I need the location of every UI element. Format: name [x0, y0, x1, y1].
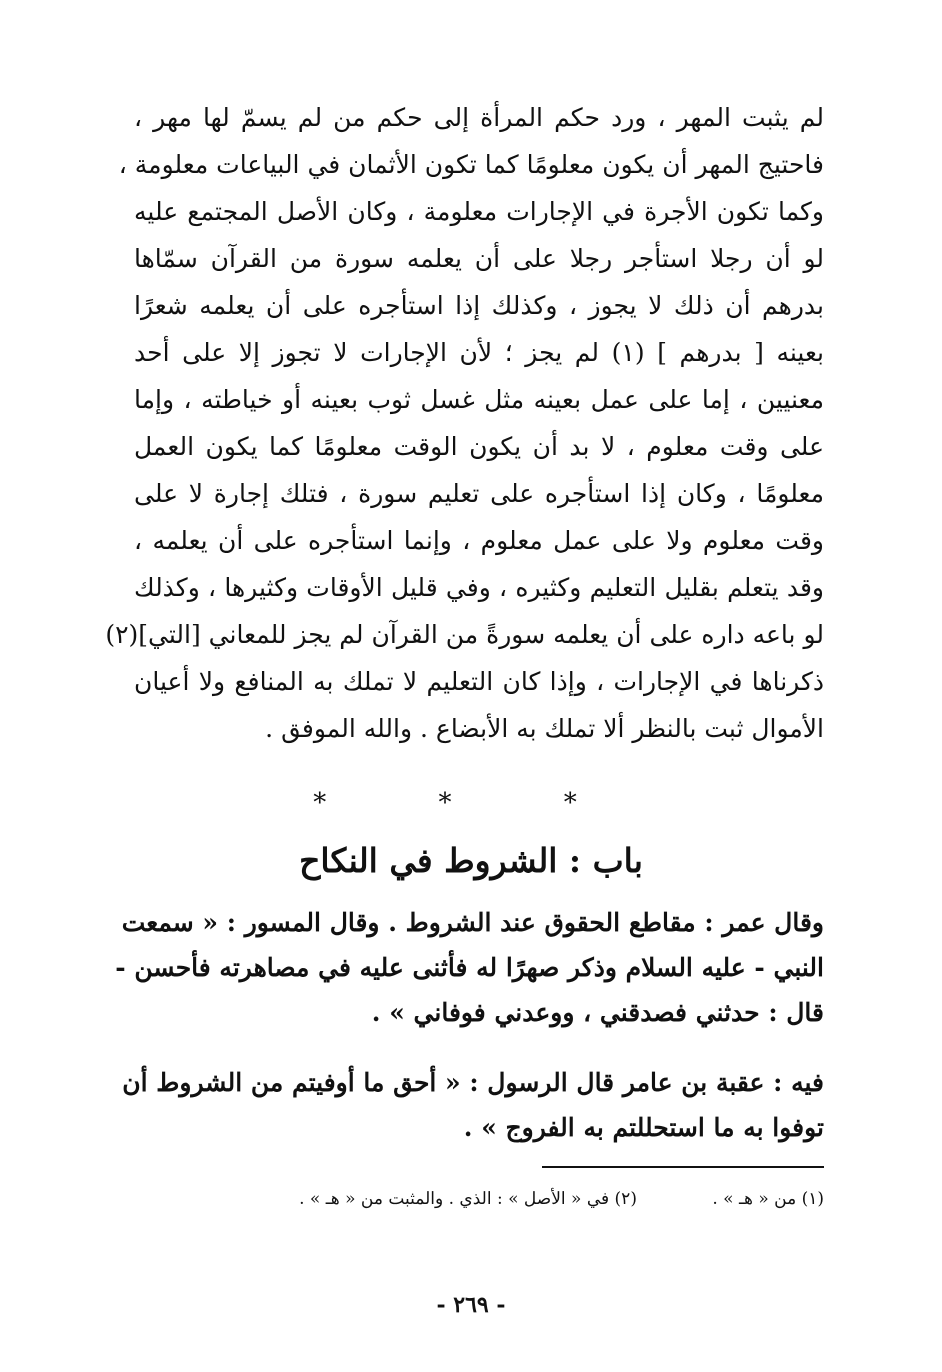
body-line: معنيين ، إما على عمل بعينه مثل غسل ثوب بعينه أو خياطته ، وإما — [134, 385, 824, 414]
body-line: الأموال ثبت بالنظر ألا تملك به الأبضاع . والله الموفق . — [265, 714, 824, 743]
section-separator: * * * — [313, 788, 629, 818]
body-line: بعينه [ بدرهم ] (١) لم يجز ؛ لأن الإجارات لا تجوز إلا على أحد — [134, 338, 824, 367]
page-number: - ٢٦٩ - — [436, 1292, 506, 1318]
body-line: على وقت معلوم ، لا بد أن يكون الوقت معلومًا كما يكون العمل — [134, 432, 824, 461]
body-line: لم يثبت المهر ، ورد حكم المرأة إلى حكم من لم يسمّ لها مهر ، — [134, 103, 824, 132]
footnote-divider — [542, 1166, 824, 1168]
body-line: لو باعه داره على أن يعلمه سورةً من القرآن لم يجز للمعاني [التي](٢) — [105, 620, 824, 649]
hadith-line: وقال عمر : مقاطع الحقوق عند الشروط . وقال المسور : « سمعت — [121, 908, 824, 937]
body-line: لو أن رجلا استأجر رجلا على أن يعلمه سورة من القرآن سمّاها — [134, 244, 824, 273]
footnote-1: (١) من « هـ » . — [712, 1189, 824, 1209]
body-line: معلومًا ، وكان إذا استأجره على تعليم سورة ، فتلك إجارة لا على — [134, 479, 824, 508]
body-line: وقد يتعلم بقليل التعليم وكثيره ، وفي قليل الأوقات وكثيرها ، وكذلك — [134, 573, 824, 602]
body-line: ذكرناها في الإجارات ، وإذا كان التعليم لا تملك به المنافع ولا أعيان — [134, 667, 824, 696]
footnotes — [134, 1186, 824, 1212]
hadith-block — [122, 1060, 824, 1150]
hadith-line: توفوا به ما استحللتم به الفروج » . — [463, 1113, 824, 1142]
hadith-block — [115, 900, 824, 1035]
hadith-line: النبي - عليه السلام وذكر صهرًا له فأثنى عليه في مصاهرته فأحسن - — [115, 953, 824, 982]
body-text — [105, 94, 824, 752]
footnote-2: (٢) في « الأصل » : الذي . والمثبت من « هـ » . — [299, 1189, 637, 1209]
body-line: وكما تكون الأجرة في الإجارات معلومة ، وكان الأصل المجتمع عليه — [134, 197, 824, 226]
chapter-title: باب : الشروط في النكاح — [299, 841, 643, 880]
hadith-line: قال : حدثني فصدقني ، ووعدني فوفاني » . — [371, 998, 824, 1027]
body-line: فاحتيج المهر أن يكون معلومًا كما تكون الأثمان في البياعات معلومة ، — [118, 150, 824, 179]
body-line: وقت معلوم ولا على عمل معلوم ، وإنما استأجره على أن يعلمه ، — [134, 526, 824, 555]
hadith-line: فيه : عقبة بن عامر قال الرسول : « أحق ما أوفيتم من الشروط أن — [122, 1068, 824, 1097]
body-line: بدرهم أن ذلك لا يجوز ، وكذلك إذا استأجره على أن يعلمه شعرًا — [134, 291, 824, 320]
